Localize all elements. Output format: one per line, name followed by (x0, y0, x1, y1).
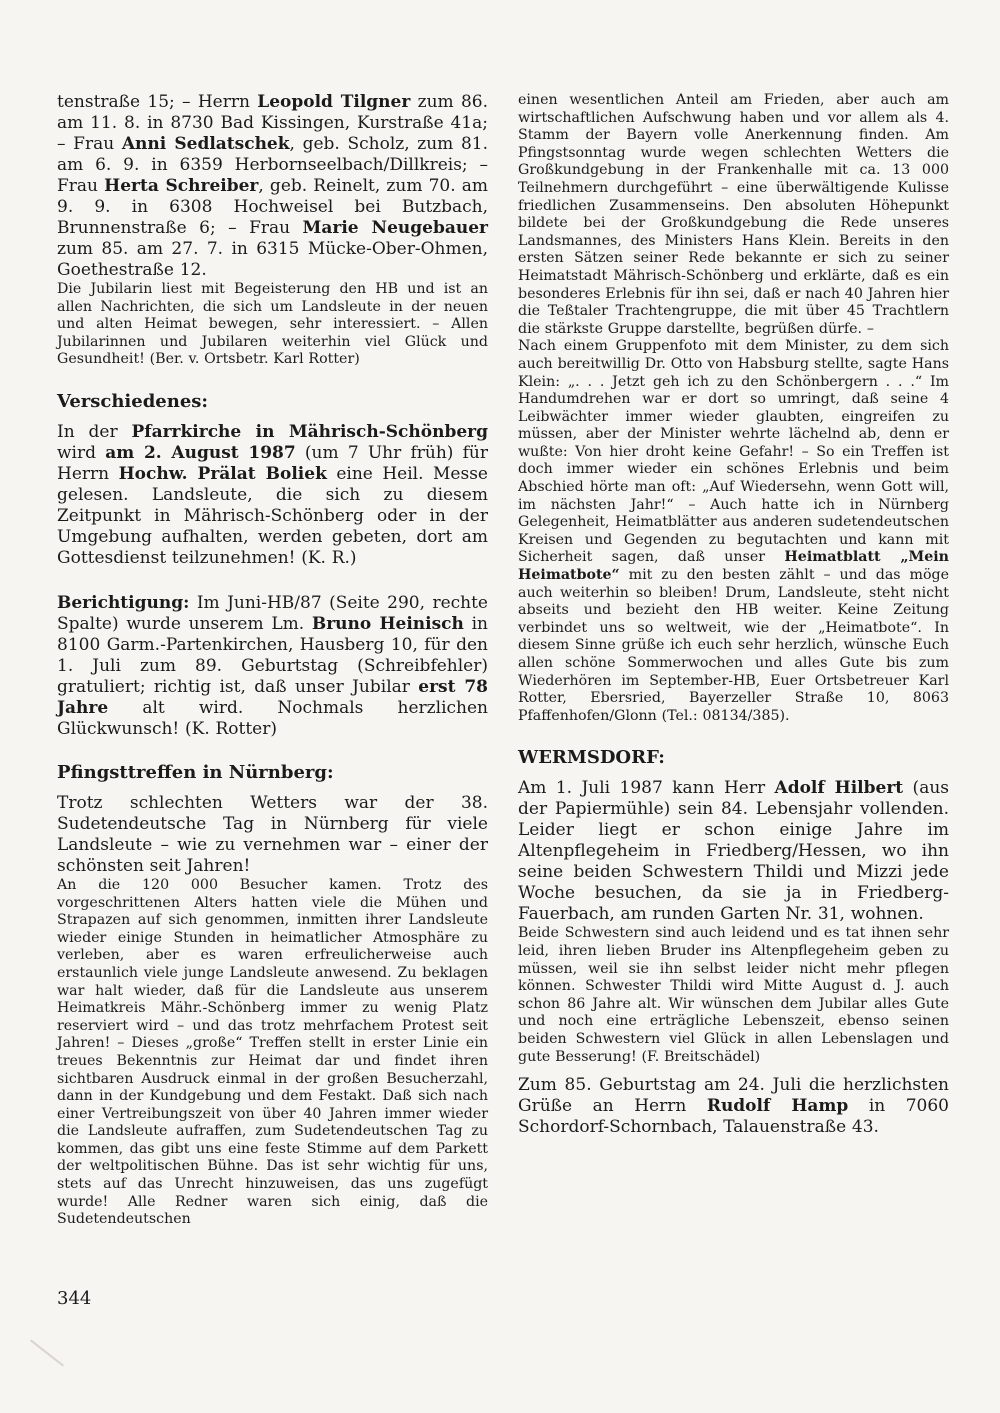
sudetentag-continuation-paragraph: Nach einem Gruppenfoto mit dem Minister, zu dem sich auch bereitwillig Dr. Otto von Habsburg stellte, sagte Hans Klein: „. . . Jetzt geh ich zu den Schönbergern . . .“ Im Handumdrehen war er dort so umringt, daß seine 4 Leibwächter immer wieder glaubten, eingreifen zu müssen, aber der Minister wehrte lächelnd ab, denn er wußte: Von hier droht keine Gefahr! – So ein Treffen ist doch immer wieder ein schönes Erlebnis und beim Abschied hörte man oft: „Auf Wiedersehn, wenn Gott will, im nächsten Jahr!“ – Auch hatte ich in Nürnberg Gelegenheit, Heimatblätter aus anderen sudetendeutschen Kreisen und Gegenden zu begutachten und kann mit Sicherheit sagen, daß unser Heimatblatt „Mein Heimatbote“ mit zu den besten zählt – und das möge auch weiterhin so bleiben! Drum, Landsleute, steht nicht abseits und bezieht den HB weiter. Keine Zeitung verbindet uns so weltweit, wie der „Heimatbote“. In diesem Sinne grüße ich euch sehr herzlich, wünsche Euch allen schöne Sommerwochen und alles Gute bis zum Wiederhören im September-HB, Euer Ortsbetreuer Karl Rotter, Ebersried, Bayerzeller Straße 10, 8063 Pfaffenhofen/Glonn (Tel.: 08134/385). (518, 338, 949, 724)
hilbert-birthday-paragraph: Am 1. Juli 1987 kann Herr Adolf Hilbert (aus der Papiermühle) sein 84. Lebensjahr vollenden. Leider liegt er schon einige Jahre im Altenpflegeheim in Friedberg/Hessen, wo ihn seine beiden Schwestern Thildi und Mizzi jede Woche besuchen, da sie ja in Friedberg-Fauerbach, am runden Garten Nr. 31, wohnen. (518, 778, 950, 925)
jubilee-note-paragraph: Die Jubilarin liest mit Begeisterung den HB und ist an allen Nachrichten, die sich um Landsleute in der neuen und alten Heimat bewegen, sehr interessiert. – Allen Jubilarinnen und Jubilaren weiterhin viel Glück und Gesundheit! (Ber. v. Ortsbetr. Karl Rotter) (57, 281, 488, 368)
sudetentag-report-paragraph: einen wesentlichen Anteil am Frieden, aber auch am wirtschaftlichen Aufschwung haben und vor allem als 4. Stamm der Bayern volle Anerkennung finden. Am Pfingstsonntag wurde wegen schlechten Wetters die Großkundgebung in der Frankenhalle mit ca. 13 000 Teilnehmern durchgeführt – eine überwältigende Kulisse friedlichen Zusammenseins. Den absoluten Höhepunkt bildete bei der Großkundgebung die Rede unseres Landsmannes, des Ministers Hans Klein. Bereits in den ersten Sätzen seiner Rede bekannte er sich zu seiner Heimatstadt Mährisch-Schönberg und erklärte, daß es ein besonderes Erlebnis für ihn sei, daß er nach 40 Jahren hier die Teßtaler Trachtengruppe, die mit über 45 Trachtlern die stärkste Gruppe darstellte, begrüßen dürfe. – (518, 92, 949, 337)
church-service-paragraph: In der Pfarrkirche in Mährisch-Schönberg wird am 2. August 1987 (um 7 Uhr früh) für Herrn Hochw. Prälat Boliek eine Heil. Messe gelesen. Landsleute, die sich zu diesem Zeitpunkt in Mährisch-Schönberg oder in der Umgebung aufhalten, werden gebeten, dort am Gottesdienst teilzunehmen! (K. R.) (57, 421, 488, 568)
correction-paragraph: Berichtigung: Im Juni-HB/87 (Seite 290, rechte Spalte) wurde unserem Lm. Bruno Heinisch in 8100 Garm.-Partenkirchen, Hausberg 10, für den 1. Juli zum 89. Geburtstag (Schreibfehler) gratuliert; richtig ist, daß unser Jubilar erst 78 Jahre alt wird. Nochmals herzlichen Glückwunsch! (K. Rotter) (57, 592, 488, 739)
section-heading-wermsdorf: WERMSDORF: (518, 747, 665, 769)
hamp-birthday-paragraph: Zum 85. Geburtstag am 24. Juli die herzlichsten Grüße an Herrn Rudolf Hamp in 7060 Schordorf-Schornbach, Talauenstraße 43. (518, 1075, 949, 1138)
left-column (57, 92, 488, 1229)
page-number: 344 (57, 1288, 92, 1309)
jubilee-addresses-paragraph: tenstraße 15; – Herrn Leopold Tilgner zum 86. am 11. 8. in 8730 Bad Kissingen, Kurstraße 41a; – Frau Anni Sedlatschek, geb. Scholz, zum 81. am 6. 9. in 6359 Herbornseelbach/Dillkreis; – Frau Herta Schreiber, geb. Reinelt, zum 70. am 9. 9. in 6308 Hochweisel bei Butzbach, Brunnenstraße 6; – Frau Marie Neugebauer zum 85. am 27. 7. in 6315 Mücke-Ober-Ohmen, Goethestraße 12. (57, 92, 489, 280)
right-column (518, 92, 949, 1229)
hilbert-sisters-paragraph: Beide Schwestern sind auch leidend und es tat ihnen sehr leid, ihren lieben Bruder ins Altenpflegeheim geben zu müssen, weil sie ihn selbst leider nicht mehr pflegen können. Schwester Thildi wird Mitte August d. J. auch schon 86 Jahre alt. Wir wünschen dem Jubilar alles Gute und noch eine erträgliche Lebenszeit, ebenso seinen beiden Schwestern viel Glück in allen Lebenslagen und gute Besserung! (F. Breitschädel) (518, 925, 949, 1065)
pfingsttreffen-report-paragraph: An die 120 000 Besucher kamen. Trotz des vorgeschrittenen Alters hatten viele die Mühen und Strapazen auf sich genommen, inmitten ihrer Landsleute wieder einige Stunden in heimatlicher Atmosphäre zu verleben, aber es waren erfreulicherweise auch erstaunlich viele junge Landsleute anwesend. Zu beklagen war halt wieder, daß für die Landsleute aus unserem Heimatkreis Mähr.-Schönberg immer zu wenig Platz reserviert wird – und das trotz mehrfachem Protest seit Jahren! – Dieses „große“ Treffen stellt in erster Linie ein treues Bekenntnis zur Heimat dar und findet ihren sichtbaren Ausdruck einmal in der großen Besucherzahl, dann in der Kundgebung und dem Festakt. Daß sich nach einer Vertreibungszeit von über 40 Jahren immer wieder die Landsleute aufraffen, zum Sudetendeutschen Tag zu kommen, das gibt uns eine feste Stimme auf dem Parkett der weltpolitischen Bühne. Das ist sehr wichtig für uns, stets auf das Unrecht hinzuweisen, das uns zugefügt wurde! Alle Redner waren sich einig, daß die Sudetendeutschen (57, 876, 488, 1228)
section-heading-pfingsttreffen: Pfingsttreffen in Nürnberg: (57, 761, 334, 783)
pfingsttreffen-intro-paragraph: Trotz schlechten Wetters war der 38. Sudetendeutsche Tag in Nürnberg für viele Landsleute – wie zu vernehmen war – einer der schönsten seit Jahren! (57, 792, 488, 876)
scan-artifact (30, 1339, 64, 1366)
section-heading-verschiedenes: Verschiedenes: (57, 390, 209, 412)
